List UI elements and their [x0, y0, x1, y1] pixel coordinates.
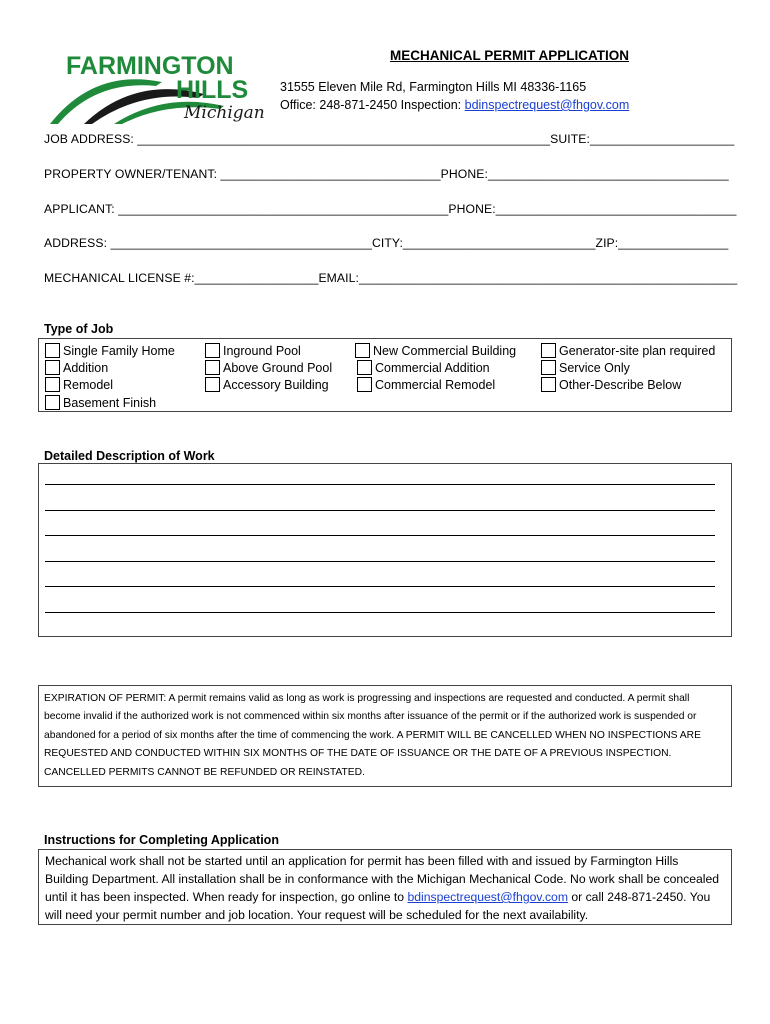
instructions-box [38, 849, 732, 925]
checkbox-accessory-building[interactable] [205, 377, 329, 392]
checkbox-basement-finish[interactable] [45, 395, 156, 410]
svg-text:Michigan: Michigan [184, 103, 265, 123]
checkbox-service-only[interactable] [541, 360, 630, 375]
applicant-field[interactable]: APPLICANT: ________________________________________________PHONE:___________________________________ [44, 202, 737, 216]
instructions-text-part: Mechanical work shall not be started until an application for permit has been filled with and issued by Farmington Hills Building Department. All installation shall be in conformance with the Michigan Mechanical Code. No work shall be concealed until it has been inspected. When ready for inspection, go online to [45, 854, 720, 904]
checkbox-square[interactable] [541, 360, 556, 375]
checkbox-label: New Commercial Building [373, 343, 517, 358]
checkbox-square[interactable] [355, 343, 370, 358]
expiration-text: EXPIRATION OF PERMIT: A permit remains valid as long as work is progressing and inspections are requested and conducted. A permit shall become invalid if the authorized work is not commenced within six months after issuance of the permit or if the authorized work is suspended or abandoned for a period of six months after the time of commencing the work. A PERMIT WILL BE CANCELLED WHEN NO INSPECTIONS ARE REQUESTED AND CONDUCTED WITHIN SIX MONTHS OF THE DATE OF ISSUANCE OR THE DATE OF A PREVIOUS INSPECTION. CANCELLED PERMITS CANNOT BE REFUNDED OR REINSTATED. [44, 693, 701, 778]
description-line[interactable] [45, 561, 715, 562]
farmington-hills-logo [44, 46, 268, 128]
description-heading: Detailed Description of Work [44, 449, 215, 463]
checkbox-single-family-home[interactable] [45, 343, 175, 358]
expiration-box [38, 685, 732, 787]
checkbox-label: Above Ground Pool [223, 360, 333, 375]
checkbox-square[interactable] [45, 360, 60, 375]
checkbox-square[interactable] [205, 343, 220, 358]
checkbox-generator-site-plan[interactable] [541, 343, 715, 358]
checkbox-remodel[interactable] [45, 377, 113, 392]
checkbox-label: Basement Finish [63, 395, 157, 410]
checkbox-label: Commercial Addition [375, 360, 490, 375]
mechanical-license-field[interactable]: MECHANICAL LICENSE #:__________________EMAIL:_______________________________________________________ [44, 271, 738, 285]
svg-text:HILLS: HILLS [176, 76, 249, 104]
checkbox-addition[interactable] [45, 360, 108, 375]
svg-text:FARMINGTON: FARMINGTON [66, 52, 234, 80]
type-of-job-heading: Type of Job [44, 322, 114, 336]
instructions-text-part: or call 248-871-2450. You will need your permit number and job location. Your request will be scheduled for the next availability. [45, 890, 711, 922]
checkbox-label: Inground Pool [223, 343, 301, 358]
checkbox-square[interactable] [45, 377, 60, 392]
address-field[interactable]: ADDRESS: ______________________________________CITY:____________________________ZIP:________________ [44, 236, 729, 250]
type-of-job-box [38, 338, 732, 412]
checkbox-label: Service Only [559, 360, 630, 375]
checkbox-commercial-remodel[interactable] [357, 377, 495, 392]
checkbox-label: Single Family Home [63, 343, 175, 358]
description-line[interactable] [45, 535, 715, 536]
checkbox-label: Other-Describe Below [559, 377, 682, 392]
checkbox-label: Remodel [63, 377, 114, 392]
checkbox-square[interactable] [541, 377, 556, 392]
checkbox-other-describe[interactable] [541, 377, 681, 392]
description-box[interactable] [38, 463, 732, 637]
checkbox-square[interactable] [205, 377, 220, 392]
instructions-text [45, 852, 725, 924]
job-address-field[interactable]: JOB ADDRESS: ____________________________________________________________SUITE:_____________________ [44, 132, 735, 146]
description-line[interactable] [45, 484, 715, 485]
checkbox-square[interactable] [357, 360, 372, 375]
checkbox-new-commercial-building[interactable] [355, 343, 516, 358]
checkbox-commercial-addition[interactable] [357, 360, 490, 375]
description-line[interactable] [45, 510, 715, 511]
office-phone-text: Office: 248-871-2450 Inspection: [280, 98, 465, 112]
checkbox-square[interactable] [357, 377, 372, 392]
instructions-heading: Instructions for Completing Application [44, 833, 279, 847]
description-line[interactable] [45, 586, 715, 587]
page-title: MECHANICAL PERMIT APPLICATION [390, 48, 629, 63]
checkbox-square[interactable] [45, 395, 60, 410]
checkbox-inground-pool[interactable] [205, 343, 301, 358]
checkbox-square[interactable] [45, 343, 60, 358]
property-owner-field[interactable]: PROPERTY OWNER/TENANT: ________________________________PHONE:___________________________________ [44, 167, 729, 181]
instructions-email-link[interactable]: bdinspectrequest@fhgov.com [407, 890, 568, 904]
checkbox-label: Commercial Remodel [375, 377, 496, 392]
checkbox-square[interactable] [541, 343, 556, 358]
office-contact [280, 98, 629, 112]
inspection-email-link[interactable]: bdinspectrequest@fhgov.com [464, 98, 630, 112]
checkbox-label: Addition [63, 360, 109, 375]
description-line[interactable] [45, 612, 715, 613]
checkbox-square[interactable] [205, 360, 220, 375]
office-address: 31555 Eleven Mile Rd, Farmington Hills MI 48336-1165 [280, 80, 587, 94]
checkbox-above-ground-pool[interactable] [205, 360, 332, 375]
checkbox-label: Accessory Building [223, 377, 329, 392]
checkbox-label: Generator-site plan required [559, 343, 716, 358]
